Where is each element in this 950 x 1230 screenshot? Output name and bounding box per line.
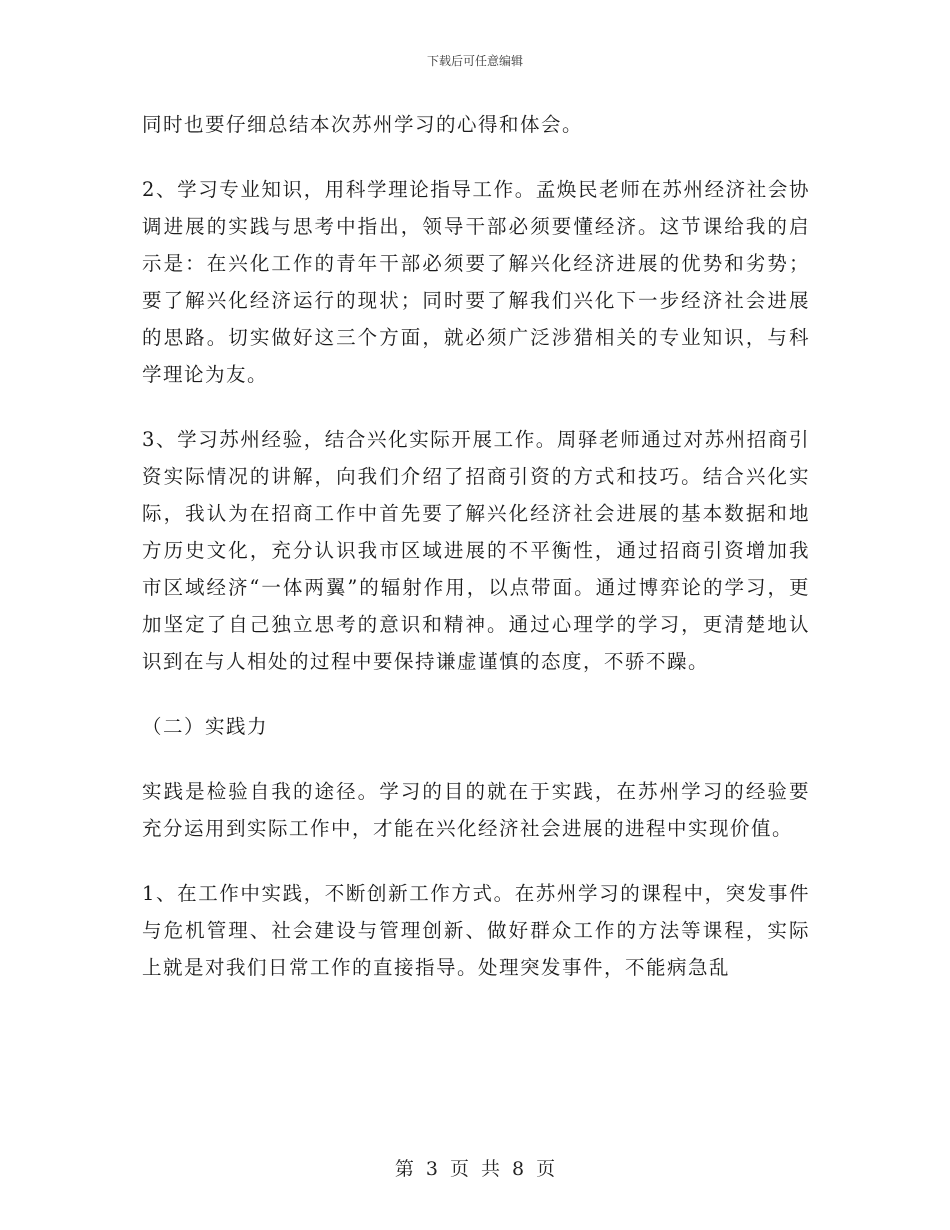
paragraph-professional-knowledge: 2、学习专业知识，用科学理论指导工作。孟焕民老师在苏州经济社会协调进展的实践与思考中指出，领导干部必须要懂经济。这节课给我的启示是：在兴化工作的青年干部必须要了解兴化经济进展的优势和劣势；要了解兴化经济运行的现状；同时要了解我们兴化下一步经济社会进展的思路。切实做好这三个方面，就必须广泛涉猎相关的专业知识，与科学理论为友。 (142, 178, 810, 386)
paragraph-practice-intro: 实践是检验自我的途径。学习的目的就在于实践，在苏州学习的经验要充分运用到实际工作中，才能在兴化经济社会进展的进程中实现价值。 (142, 780, 810, 840)
paragraph-suzhou-experience: 3、学习苏州经验，结合兴化实际开展工作。周驿老师通过对苏州招商引资实际情况的讲解，向我们介绍了招商引资的方式和技巧。结合兴化实际，我认为在招商工作中首先要了解兴化经济社会进展的基本数据和地方历史文化，充分认识我市区域进展的不平衡性，通过招商引资增加我市区域经济“一体两翼”的辐射作用，以点带面。通过博弈论的学习，更加坚定了自己独立思考的意识和精神。通过心理学的学习，更清楚地认识到在与人相处的过程中要保持谦虚谨慎的态度，不骄不躁。 (142, 428, 810, 673)
paragraph-summary-line: 同时也要仔细总结本次苏州学习的心得和体会。 (142, 113, 584, 136)
page-header: 下载后可任意编辑 (426, 54, 523, 68)
page-number-footer: 第 3 页 共 8 页 (394, 1158, 556, 1180)
paragraph-practice-innovation: 1、在工作中实践，不断创新工作方式。在苏州学习的课程中，突发事件与危机管理、社会建设与管理创新、做好群众工作的方法等课程，实际上就是对我们日常工作的直接指导。处理突发事件，不能病急乱 (142, 882, 810, 979)
section-heading-practice: （二）实践力 (142, 715, 269, 738)
document-body (142, 106, 810, 1014)
